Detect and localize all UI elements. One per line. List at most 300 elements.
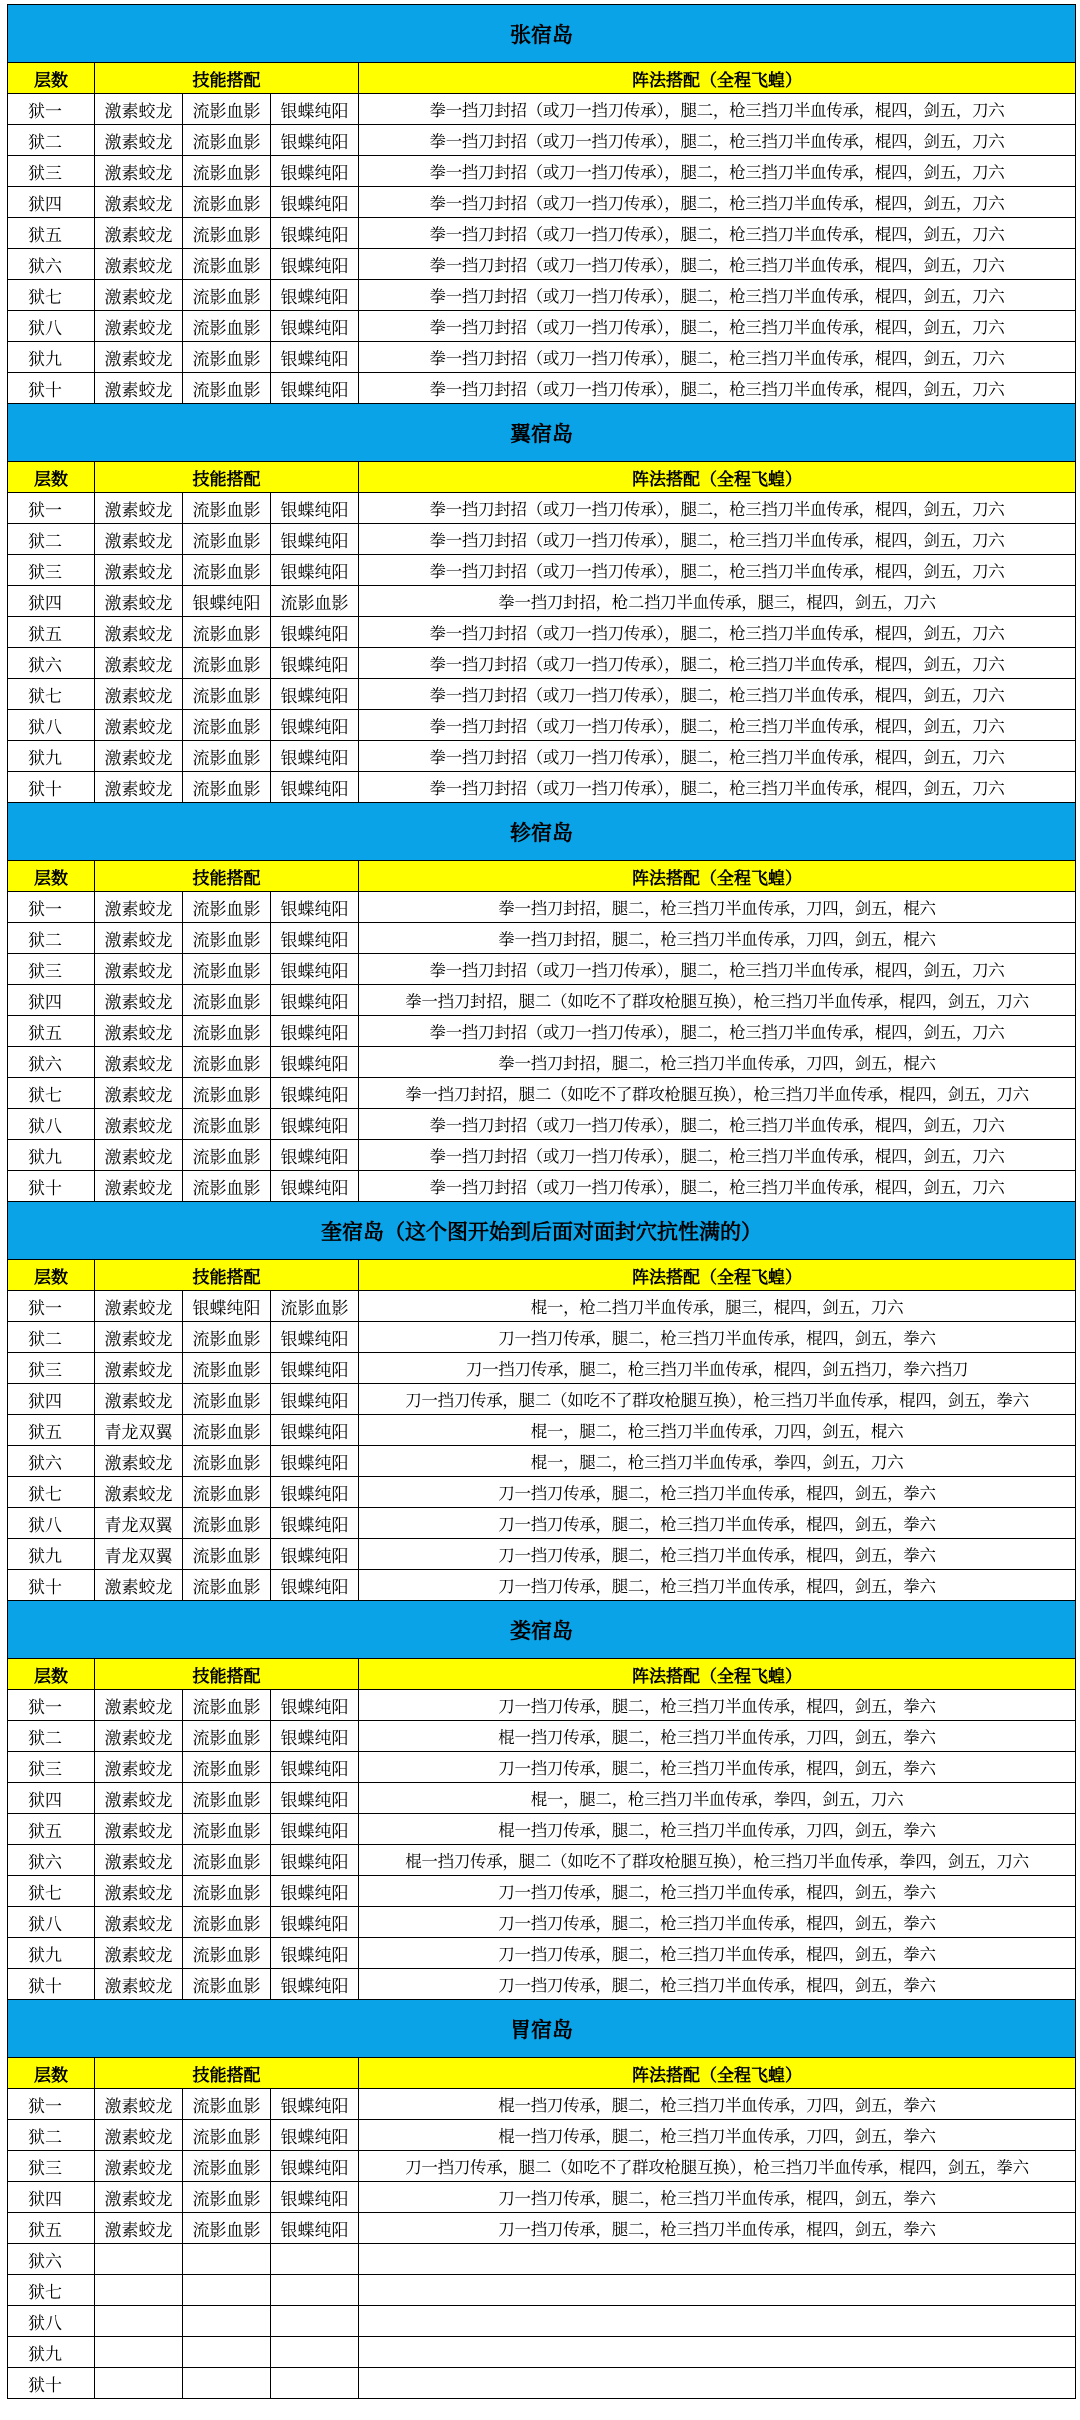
layer-cell: 狱七: [8, 1876, 95, 1907]
table-row: [8, 1171, 1076, 1202]
layer-cell: 狱八: [8, 1508, 95, 1539]
formation-cell: 刀一挡刀传承，腿二，枪三挡刀半血传承，棍四，剑五，拳六: [359, 1322, 1076, 1353]
formation-cell: 拳一挡刀封招（或刀一挡刀传承），腿二，枪三挡刀半血传承，棍四，剑五，刀六: [359, 125, 1076, 156]
formation-cell: 拳一挡刀封招（或刀一挡刀传承），腿二，枪三挡刀半血传承，棍四，剑五，刀六: [359, 679, 1076, 710]
table-row: [8, 892, 1076, 923]
skill-cell-1: 激素蛟龙: [95, 741, 183, 772]
skill-cell-3: [271, 2244, 359, 2275]
layer-cell: 狱十: [8, 1969, 95, 2000]
skill-cell-1: 激素蛟龙: [95, 156, 183, 187]
table-row: [8, 679, 1076, 710]
layer-cell: 狱三: [8, 1752, 95, 1783]
skill-cell-3: 银蝶纯阳: [271, 954, 359, 985]
layer-cell: 狱二: [8, 125, 95, 156]
formation-cell: 刀一挡刀传承，腿二，枪三挡刀半血传承，棍四，剑五挡刀，拳六挡刀: [359, 1353, 1076, 1384]
formation-cell: 刀一挡刀传承，腿二，枪三挡刀半血传承，棍四，剑五，拳六: [359, 1969, 1076, 2000]
skill-cell-1: 激素蛟龙: [95, 1690, 183, 1721]
skill-cell-3: 银蝶纯阳: [271, 1109, 359, 1140]
skill-cell-1: 激素蛟龙: [95, 1291, 183, 1322]
table-body: [8, 5, 1076, 2399]
skill-cell-1: 激素蛟龙: [95, 1353, 183, 1384]
skill-cell-1: 激素蛟龙: [95, 1078, 183, 1109]
skill-cell-1: 激素蛟龙: [95, 1752, 183, 1783]
formation-cell: 拳一挡刀封招（或刀一挡刀传承），腿二，枪三挡刀半血传承，棍四，剑五，刀六: [359, 94, 1076, 125]
layer-cell: 狱九: [8, 342, 95, 373]
skill-cell-2: 银蝶纯阳: [183, 586, 271, 617]
island-title-row: [8, 1202, 1076, 1260]
skill-cell-2: 流影血影: [183, 1969, 271, 2000]
island-title-row: [8, 404, 1076, 462]
formation-cell: 拳一挡刀封招（或刀一挡刀传承），腿二，枪三挡刀半血传承，棍四，剑五，刀六: [359, 772, 1076, 803]
formation-cell: 拳一挡刀封招，腿二，枪三挡刀半血传承，刀四，剑五，棍六: [359, 923, 1076, 954]
layer-cell: 狱三: [8, 1353, 95, 1384]
skill-cell-2: 流影血影: [183, 342, 271, 373]
skill-cell-1: 激素蛟龙: [95, 1477, 183, 1508]
layer-cell: 狱八: [8, 710, 95, 741]
skill-cell-1: 激素蛟龙: [95, 772, 183, 803]
skill-cell-1: 激素蛟龙: [95, 1322, 183, 1353]
table-row: [8, 1322, 1076, 1353]
header-layer: 层数: [8, 63, 95, 94]
skill-cell-1: 激素蛟龙: [95, 1783, 183, 1814]
table-row: [8, 1078, 1076, 1109]
table-row: [8, 555, 1076, 586]
layer-cell: 狱五: [8, 1415, 95, 1446]
skill-cell-2: 流影血影: [183, 923, 271, 954]
skill-cell-1: 激素蛟龙: [95, 2089, 183, 2120]
table-row: [8, 2275, 1076, 2306]
table-row: [8, 1690, 1076, 1721]
skill-cell-1: 激素蛟龙: [95, 1938, 183, 1969]
skill-cell-1: 激素蛟龙: [95, 1814, 183, 1845]
header-row: [8, 861, 1076, 892]
layer-cell: 狱十: [8, 373, 95, 404]
layer-cell: 狱十: [8, 772, 95, 803]
header-row: [8, 2058, 1076, 2089]
table-row: [8, 2337, 1076, 2368]
layer-cell: 狱七: [8, 679, 95, 710]
island-title: 轸宿岛: [8, 803, 1076, 861]
skill-cell-2: 流影血影: [183, 1907, 271, 1938]
skill-cell-1: 激素蛟龙: [95, 218, 183, 249]
formation-cell: 棍一，枪二挡刀半血传承，腿三，棍四，剑五，刀六: [359, 1291, 1076, 1322]
formation-cell: 棍一，腿二，枪三挡刀半血传承，刀四，剑五，棍六: [359, 1415, 1076, 1446]
skill-cell-1: 青龙双翼: [95, 1415, 183, 1446]
skill-cell-2: 流影血影: [183, 2182, 271, 2213]
layer-cell: 狱三: [8, 156, 95, 187]
table-row: [8, 1845, 1076, 1876]
formation-cell: 拳一挡刀封招，枪二挡刀半血传承，腿三，棍四，剑五，刀六: [359, 586, 1076, 617]
layer-cell: 狱六: [8, 1047, 95, 1078]
skill-cell-3: 银蝶纯阳: [271, 555, 359, 586]
header-formation: 阵法搭配（全程飞蝗）: [359, 63, 1076, 94]
layer-cell: 狱十: [8, 1171, 95, 1202]
layer-cell: 狱四: [8, 1783, 95, 1814]
skill-cell-2: 流影血影: [183, 249, 271, 280]
formation-cell: 刀一挡刀传承，腿二，枪三挡刀半血传承，棍四，剑五，拳六: [359, 1570, 1076, 1601]
skill-cell-2: 流影血影: [183, 985, 271, 1016]
skill-cell-2: 流影血影: [183, 280, 271, 311]
layer-cell: 狱七: [8, 1078, 95, 1109]
skill-cell-2: 银蝶纯阳: [183, 1291, 271, 1322]
layer-cell: 狱一: [8, 493, 95, 524]
layer-cell: 狱三: [8, 2151, 95, 2182]
skill-cell-3: 银蝶纯阳: [271, 1752, 359, 1783]
skill-cell-1: 激素蛟龙: [95, 280, 183, 311]
skill-cell-3: 银蝶纯阳: [271, 1446, 359, 1477]
table-row: [8, 524, 1076, 555]
formation-cell: [359, 2275, 1076, 2306]
skill-cell-3: 银蝶纯阳: [271, 1907, 359, 1938]
table-row: [8, 648, 1076, 679]
island-title: 奎宿岛（这个图开始到后面对面封穴抗性满的）: [8, 1202, 1076, 1260]
formation-cell: 拳一挡刀封招（或刀一挡刀传承），腿二，枪三挡刀半血传承，棍四，剑五，刀六: [359, 493, 1076, 524]
skill-cell-1: 激素蛟龙: [95, 1845, 183, 1876]
formation-cell: 刀一挡刀传承，腿二，枪三挡刀半血传承，棍四，剑五，拳六: [359, 1539, 1076, 1570]
layer-cell: 狱七: [8, 1477, 95, 1508]
layer-cell: 狱四: [8, 187, 95, 218]
skill-cell-3: 银蝶纯阳: [271, 985, 359, 1016]
skill-cell-2: 流影血影: [183, 1016, 271, 1047]
header-formation: 阵法搭配（全程飞蝗）: [359, 462, 1076, 493]
skill-cell-3: 银蝶纯阳: [271, 710, 359, 741]
skill-cell-2: 流影血影: [183, 1140, 271, 1171]
skill-cell-3: 银蝶纯阳: [271, 1938, 359, 1969]
skill-cell-2: [183, 2306, 271, 2337]
skill-cell-1: 激素蛟龙: [95, 1171, 183, 1202]
skill-cell-2: 流影血影: [183, 1446, 271, 1477]
header-row: [8, 462, 1076, 493]
skill-cell-1: [95, 2368, 183, 2399]
skill-cell-1: 激素蛟龙: [95, 1384, 183, 1415]
header-skills: 技能搭配: [95, 1659, 359, 1690]
skill-cell-3: 银蝶纯阳: [271, 772, 359, 803]
header-row: [8, 1659, 1076, 1690]
island-title-row: [8, 803, 1076, 861]
skill-cell-2: 流影血影: [183, 218, 271, 249]
skill-cell-1: 激素蛟龙: [95, 2120, 183, 2151]
skill-cell-1: [95, 2244, 183, 2275]
formation-cell: 拳一挡刀封招（或刀一挡刀传承），腿二，枪三挡刀半血传承，棍四，剑五，刀六: [359, 710, 1076, 741]
layer-cell: 狱六: [8, 2244, 95, 2275]
layer-cell: 狱一: [8, 94, 95, 125]
table-row: [8, 1783, 1076, 1814]
formation-cell: 拳一挡刀封招，腿二，枪三挡刀半血传承，刀四，剑五，棍六: [359, 1047, 1076, 1078]
formation-cell: 刀一挡刀传承，腿二，枪三挡刀半血传承，棍四，剑五，拳六: [359, 1508, 1076, 1539]
formation-cell: [359, 2337, 1076, 2368]
header-layer: 层数: [8, 462, 95, 493]
skill-cell-2: [183, 2368, 271, 2399]
skill-cell-3: 银蝶纯阳: [271, 1353, 359, 1384]
formation-cell: 刀一挡刀传承，腿二，枪三挡刀半血传承，棍四，剑五，拳六: [359, 1876, 1076, 1907]
skill-cell-3: 银蝶纯阳: [271, 741, 359, 772]
skill-cell-3: [271, 2368, 359, 2399]
layer-cell: 狱五: [8, 2213, 95, 2244]
formation-cell: 刀一挡刀传承，腿二，枪三挡刀半血传承，棍四，剑五，拳六: [359, 1907, 1076, 1938]
skill-cell-2: 流影血影: [183, 524, 271, 555]
table-row: [8, 1814, 1076, 1845]
skill-cell-2: 流影血影: [183, 94, 271, 125]
layer-cell: 狱六: [8, 249, 95, 280]
skill-cell-3: 银蝶纯阳: [271, 493, 359, 524]
layer-cell: 狱五: [8, 617, 95, 648]
table-row: [8, 342, 1076, 373]
island-title: 胃宿岛: [8, 2000, 1076, 2058]
table-row: [8, 249, 1076, 280]
table-row: [8, 311, 1076, 342]
formation-cell: 刀一挡刀传承，腿二，枪三挡刀半血传承，棍四，剑五，拳六: [359, 2213, 1076, 2244]
strategy-table: [7, 4, 1076, 2399]
table-row: [8, 617, 1076, 648]
table-row: [8, 1508, 1076, 1539]
skill-cell-3: 银蝶纯阳: [271, 1690, 359, 1721]
skill-cell-1: 激素蛟龙: [95, 1047, 183, 1078]
skill-cell-2: 流影血影: [183, 1353, 271, 1384]
header-formation: 阵法搭配（全程飞蝗）: [359, 2058, 1076, 2089]
skill-cell-1: 激素蛟龙: [95, 985, 183, 1016]
formation-cell: 拳一挡刀封招（或刀一挡刀传承），腿二，枪三挡刀半血传承，棍四，剑五，刀六: [359, 373, 1076, 404]
skill-cell-1: 激素蛟龙: [95, 493, 183, 524]
table-row: [8, 1384, 1076, 1415]
header-skills: 技能搭配: [95, 861, 359, 892]
table-row: [8, 1539, 1076, 1570]
header-layer: 层数: [8, 2058, 95, 2089]
skill-cell-3: 银蝶纯阳: [271, 648, 359, 679]
formation-cell: 拳一挡刀封招（或刀一挡刀传承），腿二，枪三挡刀半血传承，棍四，剑五，刀六: [359, 280, 1076, 311]
formation-cell: 拳一挡刀封招（或刀一挡刀传承），腿二，枪三挡刀半血传承，棍四，剑五，刀六: [359, 1016, 1076, 1047]
formation-cell: 拳一挡刀封招（或刀一挡刀传承），腿二，枪三挡刀半血传承，棍四，剑五，刀六: [359, 524, 1076, 555]
formation-cell: 拳一挡刀封招，腿二（如吃不了群攻枪腿互换），枪三挡刀半血传承，棍四，剑五，刀六: [359, 1078, 1076, 1109]
layer-cell: 狱二: [8, 1721, 95, 1752]
table-row: [8, 2244, 1076, 2275]
skill-cell-2: [183, 2275, 271, 2306]
skill-cell-1: 激素蛟龙: [95, 1016, 183, 1047]
strategy-sheet: [7, 4, 1075, 2399]
layer-cell: 狱五: [8, 218, 95, 249]
header-layer: 层数: [8, 861, 95, 892]
layer-cell: 狱七: [8, 280, 95, 311]
skill-cell-2: 流影血影: [183, 1783, 271, 1814]
table-row: [8, 2089, 1076, 2120]
formation-cell: 拳一挡刀封招（或刀一挡刀传承），腿二，枪三挡刀半血传承，棍四，剑五，刀六: [359, 218, 1076, 249]
skill-cell-1: 激素蛟龙: [95, 311, 183, 342]
skill-cell-1: 激素蛟龙: [95, 892, 183, 923]
header-skills: 技能搭配: [95, 1260, 359, 1291]
skill-cell-1: 激素蛟龙: [95, 954, 183, 985]
layer-cell: 狱一: [8, 1291, 95, 1322]
skill-cell-1: 激素蛟龙: [95, 1721, 183, 1752]
layer-cell: 狱六: [8, 1845, 95, 1876]
layer-cell: 狱四: [8, 985, 95, 1016]
skill-cell-1: 激素蛟龙: [95, 1140, 183, 1171]
formation-cell: 棍一挡刀传承，腿二，枪三挡刀半血传承，刀四，剑五，拳六: [359, 1814, 1076, 1845]
formation-cell: 拳一挡刀封招，腿二，枪三挡刀半血传承，刀四，剑五，棍六: [359, 892, 1076, 923]
skill-cell-1: 激素蛟龙: [95, 617, 183, 648]
formation-cell: 棍一，腿二，枪三挡刀半血传承，拳四，剑五，刀六: [359, 1446, 1076, 1477]
skill-cell-3: 银蝶纯阳: [271, 1969, 359, 2000]
skill-cell-3: 银蝶纯阳: [271, 1047, 359, 1078]
formation-cell: 刀一挡刀传承，腿二（如吃不了群攻枪腿互换），枪三挡刀半血传承，棍四，剑五，拳六: [359, 2151, 1076, 2182]
skill-cell-3: 银蝶纯阳: [271, 1845, 359, 1876]
table-row: [8, 586, 1076, 617]
formation-cell: 拳一挡刀封招（或刀一挡刀传承），腿二，枪三挡刀半血传承，棍四，剑五，刀六: [359, 617, 1076, 648]
layer-cell: 狱九: [8, 1140, 95, 1171]
formation-cell: 拳一挡刀封招（或刀一挡刀传承），腿二，枪三挡刀半血传承，棍四，剑五，刀六: [359, 249, 1076, 280]
skill-cell-3: 银蝶纯阳: [271, 1078, 359, 1109]
island-title-row: [8, 2000, 1076, 2058]
skill-cell-3: 银蝶纯阳: [271, 892, 359, 923]
table-row: [8, 1415, 1076, 1446]
header-layer: 层数: [8, 1659, 95, 1690]
skill-cell-1: 激素蛟龙: [95, 373, 183, 404]
formation-cell: 拳一挡刀封招（或刀一挡刀传承），腿二，枪三挡刀半血传承，棍四，剑五，刀六: [359, 555, 1076, 586]
header-row: [8, 1260, 1076, 1291]
skill-cell-3: 银蝶纯阳: [271, 679, 359, 710]
formation-cell: 刀一挡刀传承，腿二，枪三挡刀半血传承，棍四，剑五，拳六: [359, 1752, 1076, 1783]
skill-cell-2: 流影血影: [183, 617, 271, 648]
table-row: [8, 1752, 1076, 1783]
formation-cell: 刀一挡刀传承，腿二（如吃不了群攻枪腿互换），枪三挡刀半血传承，棍四，剑五，拳六: [359, 1384, 1076, 1415]
island-title: 张宿岛: [8, 5, 1076, 63]
table-row: [8, 1938, 1076, 1969]
skill-cell-3: 银蝶纯阳: [271, 94, 359, 125]
skill-cell-1: 激素蛟龙: [95, 648, 183, 679]
layer-cell: 狱四: [8, 2182, 95, 2213]
skill-cell-2: [183, 2244, 271, 2275]
skill-cell-1: 激素蛟龙: [95, 2182, 183, 2213]
formation-cell: 拳一挡刀封招（或刀一挡刀传承），腿二，枪三挡刀半血传承，棍四，剑五，刀六: [359, 1140, 1076, 1171]
table-row: [8, 2213, 1076, 2244]
table-row: [8, 218, 1076, 249]
skill-cell-3: 银蝶纯阳: [271, 342, 359, 373]
skill-cell-2: 流影血影: [183, 493, 271, 524]
layer-cell: 狱九: [8, 2337, 95, 2368]
skill-cell-1: 激素蛟龙: [95, 187, 183, 218]
skill-cell-1: [95, 2275, 183, 2306]
formation-cell: 拳一挡刀封招（或刀一挡刀传承），腿二，枪三挡刀半血传承，棍四，剑五，刀六: [359, 954, 1076, 985]
table-row: [8, 94, 1076, 125]
skill-cell-1: 激素蛟龙: [95, 1876, 183, 1907]
layer-cell: 狱六: [8, 1446, 95, 1477]
table-row: [8, 923, 1076, 954]
skill-cell-2: 流影血影: [183, 892, 271, 923]
skill-cell-3: [271, 2306, 359, 2337]
layer-cell: 狱九: [8, 1938, 95, 1969]
skill-cell-2: 流影血影: [183, 2151, 271, 2182]
skill-cell-2: 流影血影: [183, 648, 271, 679]
skill-cell-2: 流影血影: [183, 1109, 271, 1140]
table-row: [8, 710, 1076, 741]
table-row: [8, 772, 1076, 803]
table-row: [8, 1109, 1076, 1140]
table-row: [8, 156, 1076, 187]
skill-cell-3: 银蝶纯阳: [271, 2182, 359, 2213]
table-row: [8, 741, 1076, 772]
table-row: [8, 1291, 1076, 1322]
skill-cell-3: 银蝶纯阳: [271, 1721, 359, 1752]
skill-cell-2: 流影血影: [183, 954, 271, 985]
skill-cell-2: 流影血影: [183, 1690, 271, 1721]
table-row: [8, 1047, 1076, 1078]
skill-cell-3: 银蝶纯阳: [271, 1508, 359, 1539]
layer-cell: 狱一: [8, 2089, 95, 2120]
layer-cell: 狱七: [8, 2275, 95, 2306]
skill-cell-3: 银蝶纯阳: [271, 1814, 359, 1845]
skill-cell-1: 激素蛟龙: [95, 586, 183, 617]
skill-cell-3: [271, 2275, 359, 2306]
skill-cell-3: 银蝶纯阳: [271, 2089, 359, 2120]
skill-cell-1: 激素蛟龙: [95, 1969, 183, 2000]
table-row: [8, 2306, 1076, 2337]
skill-cell-2: 流影血影: [183, 187, 271, 218]
skill-cell-1: 青龙双翼: [95, 1508, 183, 1539]
formation-cell: 刀一挡刀传承，腿二，枪三挡刀半血传承，棍四，剑五，拳六: [359, 1477, 1076, 1508]
skill-cell-1: 激素蛟龙: [95, 2151, 183, 2182]
formation-cell: 棍一挡刀传承，腿二，枪三挡刀半血传承，刀四，剑五，拳六: [359, 1721, 1076, 1752]
table-row: [8, 1570, 1076, 1601]
layer-cell: 狱四: [8, 586, 95, 617]
layer-cell: 狱二: [8, 2120, 95, 2151]
skill-cell-3: 银蝶纯阳: [271, 1876, 359, 1907]
skill-cell-3: 银蝶纯阳: [271, 1140, 359, 1171]
header-skills: 技能搭配: [95, 462, 359, 493]
island-title: 翼宿岛: [8, 404, 1076, 462]
skill-cell-3: 银蝶纯阳: [271, 1171, 359, 1202]
header-formation: 阵法搭配（全程飞蝗）: [359, 1659, 1076, 1690]
skill-cell-3: 银蝶纯阳: [271, 373, 359, 404]
skill-cell-3: 银蝶纯阳: [271, 923, 359, 954]
formation-cell: 拳一挡刀封招（或刀一挡刀传承），腿二，枪三挡刀半血传承，棍四，剑五，刀六: [359, 342, 1076, 373]
layer-cell: 狱九: [8, 741, 95, 772]
layer-cell: 狱八: [8, 1907, 95, 1938]
skill-cell-3: 银蝶纯阳: [271, 2120, 359, 2151]
formation-cell: 拳一挡刀封招（或刀一挡刀传承），腿二，枪三挡刀半血传承，棍四，剑五，刀六: [359, 156, 1076, 187]
formation-cell: 刀一挡刀传承，腿二，枪三挡刀半血传承，棍四，剑五，拳六: [359, 2182, 1076, 2213]
layer-cell: 狱六: [8, 648, 95, 679]
skill-cell-3: 银蝶纯阳: [271, 125, 359, 156]
formation-cell: 拳一挡刀封招（或刀一挡刀传承），腿二，枪三挡刀半血传承，棍四，剑五，刀六: [359, 311, 1076, 342]
skill-cell-1: 激素蛟龙: [95, 94, 183, 125]
table-row: [8, 187, 1076, 218]
skill-cell-2: 流影血影: [183, 1845, 271, 1876]
skill-cell-1: 激素蛟龙: [95, 1109, 183, 1140]
layer-cell: 狱三: [8, 555, 95, 586]
skill-cell-2: 流影血影: [183, 710, 271, 741]
skill-cell-2: [183, 2337, 271, 2368]
skill-cell-2: 流影血影: [183, 1876, 271, 1907]
formation-cell: [359, 2306, 1076, 2337]
layer-cell: 狱二: [8, 923, 95, 954]
skill-cell-2: 流影血影: [183, 1814, 271, 1845]
layer-cell: 狱八: [8, 2306, 95, 2337]
skill-cell-1: 激素蛟龙: [95, 342, 183, 373]
table-row: [8, 2182, 1076, 2213]
layer-cell: 狱五: [8, 1016, 95, 1047]
skill-cell-2: 流影血影: [183, 1171, 271, 1202]
skill-cell-1: 激素蛟龙: [95, 1570, 183, 1601]
skill-cell-1: 激素蛟龙: [95, 555, 183, 586]
formation-cell: [359, 2244, 1076, 2275]
header-skills: 技能搭配: [95, 2058, 359, 2089]
skill-cell-3: 银蝶纯阳: [271, 280, 359, 311]
formation-cell: 拳一挡刀封招（或刀一挡刀传承），腿二，枪三挡刀半血传承，棍四，剑五，刀六: [359, 187, 1076, 218]
table-row: [8, 280, 1076, 311]
layer-cell: 狱二: [8, 1322, 95, 1353]
skill-cell-3: 银蝶纯阳: [271, 1322, 359, 1353]
skill-cell-2: 流影血影: [183, 555, 271, 586]
skill-cell-1: 激素蛟龙: [95, 524, 183, 555]
table-row: [8, 493, 1076, 524]
